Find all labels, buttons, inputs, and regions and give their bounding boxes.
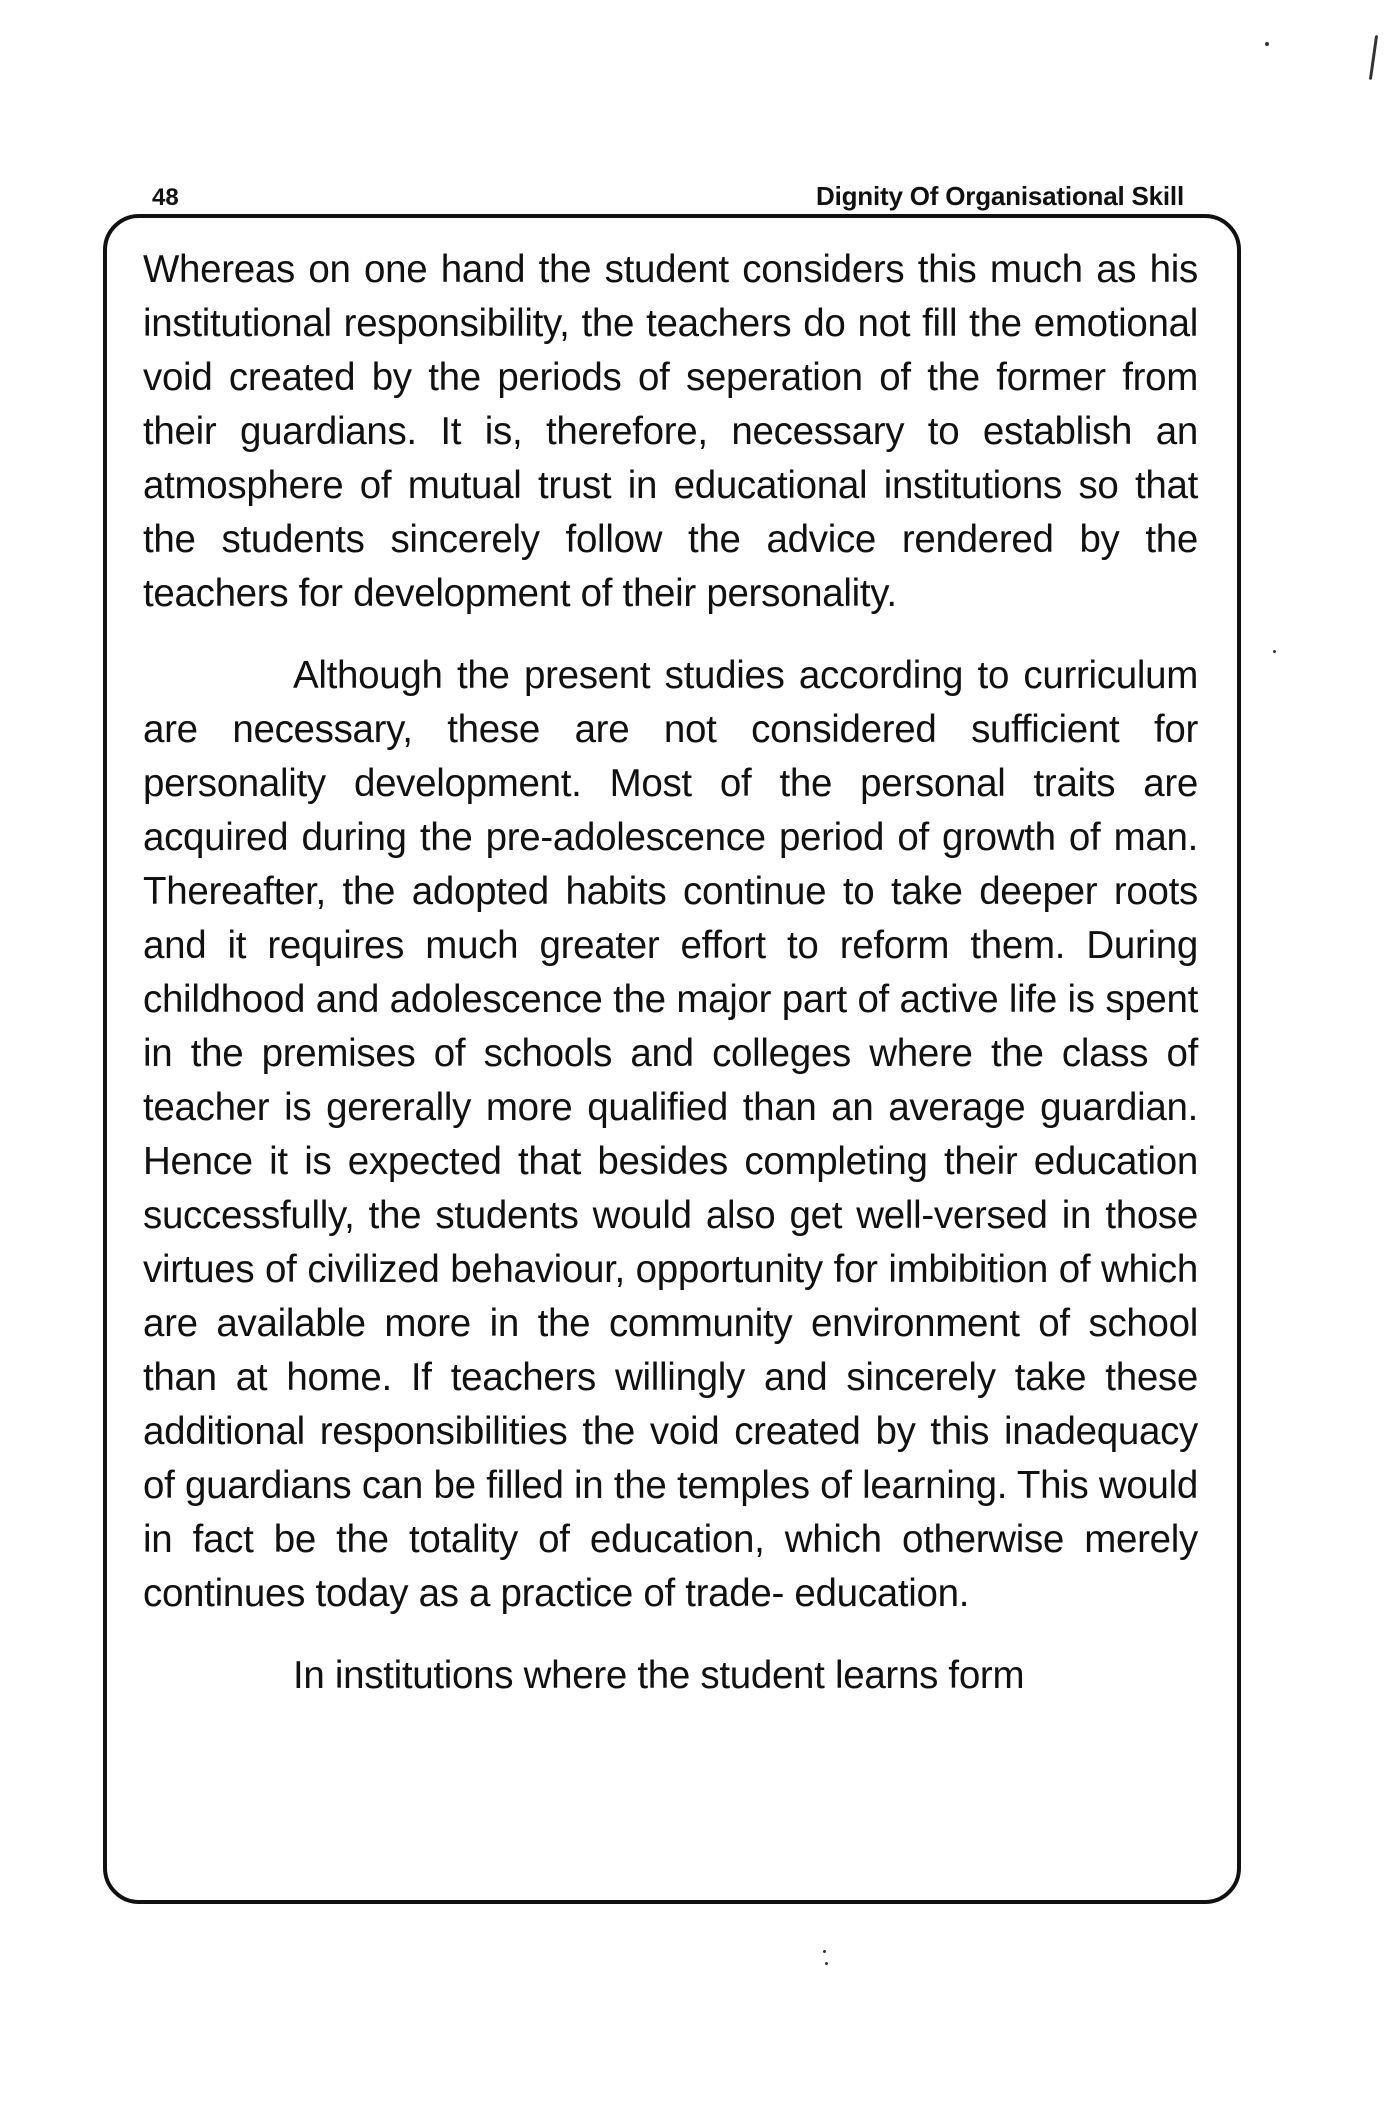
body-text xyxy=(143,243,1198,1703)
scan-speck xyxy=(1273,650,1276,653)
scan-speck xyxy=(1265,42,1269,46)
paragraph-3: In institutions where the student learns form xyxy=(293,1654,1025,1697)
paragraph-2: Although the present studies according to curriculum are necessary, these are not considered sufficient for personality development. Most of the personal traits are acquired during the pre-adolescence period of growth of man. Thereafter, the adopted habits continue to take deeper roots and it requires much greater effort to reform them. During childhood and adolescence the major part of active life is spent in the premises of schools and colleges where the class of teacher is gererally more qualified than an average guardian. Hence it is expected that besides completing their education successfully, the students would also get well-versed in those virtues of civilized behaviour, opportunity for imbibition of which are available more in the community environment of school than at home. If teachers willingly and sincerely take these additional responsibilities the void created by this inadequacy of guardians can be filled in the temples of learning. This would in fact be the totality of education, which otherwise merely continues today as a practice of trade- education. xyxy=(143,654,1198,1615)
running-title: Dignity Of Organisational Skill xyxy=(816,181,1184,211)
page-number: 48 xyxy=(152,184,179,211)
scan-speck xyxy=(823,1950,826,1953)
paragraph-1: Whereas on one hand the student considers this much as his institutional responsibility, the teachers do not fill the emotional void created by the periods of seperation of the former from their guardians. It is, therefore, necessary to establish an atmosphere of mutual trust in educational institutions so that the students sincerely follow the advice rendered by the teachers for development of their personality. xyxy=(143,248,1198,615)
scan-speck xyxy=(1369,35,1378,80)
page-header xyxy=(152,172,1184,212)
scan-speck xyxy=(825,1962,828,1965)
